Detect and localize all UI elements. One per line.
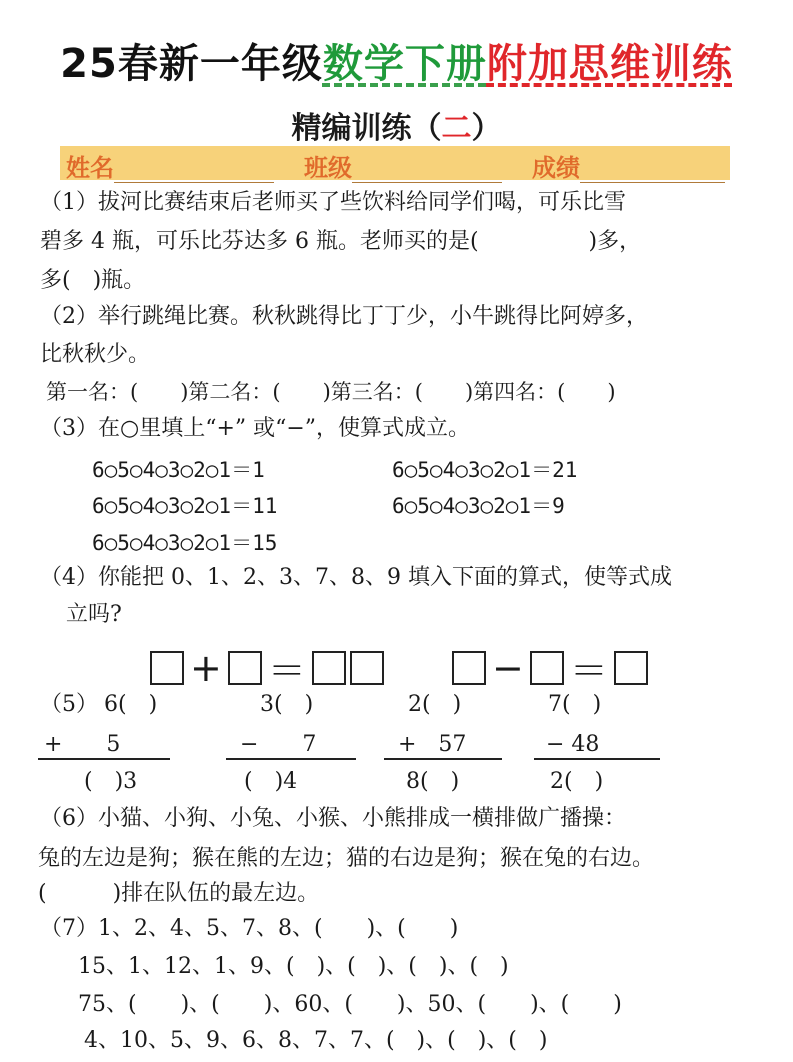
question-4-line-1: （4）你能把 0、1、2、3、7、8、9 填入下面的算式，使等式成 <box>40 565 672 590</box>
q5-col-1-operand: + 5 <box>44 732 121 757</box>
q5-col-3-result: 8( ) <box>406 769 460 794</box>
q5-col-2-rule <box>226 758 356 760</box>
answer-box[interactable] <box>150 651 184 685</box>
question-1-line-1: （1）拔河比赛结束后老师买了些饮料给同学们喝，可乐比雪 <box>40 190 626 215</box>
name-field[interactable] <box>66 148 274 183</box>
plus-sign: + <box>190 645 222 690</box>
answer-box[interactable] <box>228 651 262 685</box>
question-1-line-3: 多( )瓶。 <box>40 268 146 293</box>
q3-equation-4: 6○5○4○3○2○1＝9 <box>392 494 565 518</box>
minus-sign: − <box>492 645 524 690</box>
q5-col-1-result: ( )3 <box>84 769 138 794</box>
question-7-line-3: 75、( )、( )、60、( )、50、( )、( ) <box>78 992 622 1017</box>
q5-col-4-operand: − 48 <box>546 732 600 757</box>
answer-box[interactable] <box>452 651 486 685</box>
name-bar <box>60 146 730 180</box>
question-2-ranking: 第一名：( )第二名：( )第三名：( )第四名：( ) <box>46 380 616 404</box>
answer-box[interactable] <box>614 651 648 685</box>
class-field[interactable] <box>304 148 502 183</box>
subtitle-number: 二 <box>441 111 472 146</box>
q5-col-4-rule <box>534 758 660 760</box>
q3-equation-2: 6○5○4○3○2○1＝21 <box>392 458 578 482</box>
subtitle-end: ） <box>471 111 502 146</box>
question-7-line-4: 4、10、5、9、6、8、7、7、( )、( )、( ) <box>84 1028 548 1053</box>
subtitle-main: 精编训练（ <box>291 111 442 146</box>
q4-addition-equation <box>150 640 384 695</box>
equals-sign: ＝ <box>267 649 306 693</box>
q5-col-3-top: 2( ) <box>408 692 462 717</box>
question-7-line-2: 15、1、12、1、9、( )、( )、( )、( ) <box>78 954 509 979</box>
q5-col-2-top: 3( ) <box>260 692 314 717</box>
question-2-line-1: （2）举行跳绳比赛。秋秋跳得比丁丁少，小牛跳得比阿婷多， <box>40 304 648 329</box>
answer-box[interactable] <box>350 651 384 685</box>
question-1-line-2: 碧多 4 瓶，可乐比芬达多 6 瓶。老师买的是( )多， <box>40 229 642 254</box>
q5-col-1-top: 6( ) <box>104 692 158 717</box>
q4-subtraction-equation <box>452 640 648 695</box>
q5-col-2-operand: − 7 <box>240 732 317 757</box>
name-label: 姓名 <box>66 153 114 182</box>
score-label: 成绩 <box>532 153 580 182</box>
equals-sign: ＝ <box>569 649 608 693</box>
question-2-line-2: 比秋秋少。 <box>40 342 151 367</box>
question-6-line-1: （6）小猫、小狗、小兔、小猴、小熊排成一横排做广播操： <box>40 806 626 831</box>
question-4-line-2: 立吗? <box>66 602 122 627</box>
q5-col-3-operand: + 57 <box>398 732 467 757</box>
score-field[interactable] <box>532 148 725 183</box>
q3-equation-3: 6○5○4○3○2○1＝11 <box>92 494 278 518</box>
question-6-line-3: ( )排在队伍的最左边。 <box>38 881 320 906</box>
q5-col-1-rule <box>38 758 170 760</box>
title-part-2: 数学下册 <box>322 41 487 87</box>
subtitle <box>0 103 793 147</box>
q5-col-4-top: 7( ) <box>548 692 602 717</box>
answer-box[interactable] <box>530 651 564 685</box>
q3-equation-1: 6○5○4○3○2○1＝1 <box>92 458 265 482</box>
name-blank[interactable] <box>114 158 274 183</box>
question-6-line-2: 兔的左边是狗；猴在熊的左边；猫的右边是狗；猴在兔的右边。 <box>38 846 655 871</box>
q3-equation-5: 6○5○4○3○2○1＝15 <box>92 531 278 555</box>
question-7-line-1: （7）1、2、4、5、7、8、( )、( ) <box>40 916 459 941</box>
title-part-1: 25春新一年级 <box>60 41 323 87</box>
score-blank[interactable] <box>580 158 725 183</box>
title-part-3: 附加思维训练 <box>486 41 733 87</box>
question-5-label: （5） <box>40 692 98 717</box>
class-blank[interactable] <box>352 158 502 183</box>
page-title <box>0 32 793 89</box>
q5-col-3-rule <box>384 758 502 760</box>
question-3-title: （3）在○里填上“+” 或“−”，使算式成立。 <box>40 416 471 441</box>
class-label: 班级 <box>304 153 352 182</box>
q5-col-2-result: ( )4 <box>244 769 298 794</box>
answer-box[interactable] <box>312 651 346 685</box>
q5-col-4-result: 2( ) <box>550 769 604 794</box>
